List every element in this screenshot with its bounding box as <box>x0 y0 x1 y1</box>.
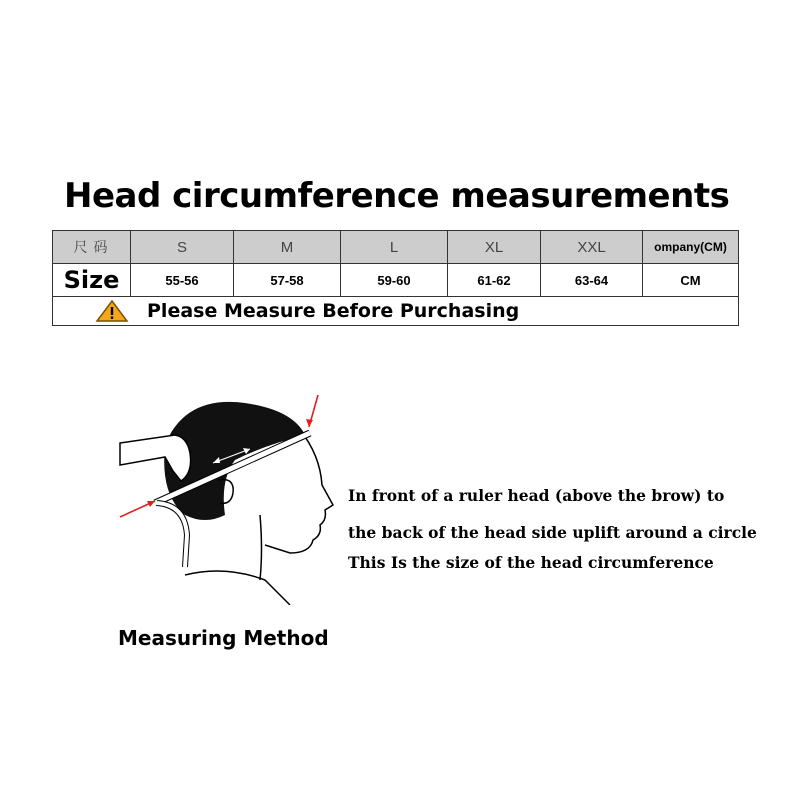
size-l: L <box>341 231 448 264</box>
warning-icon <box>95 299 129 323</box>
value-l: 59-60 <box>341 264 448 297</box>
size-table <box>52 230 739 326</box>
size-values-label: Size <box>53 264 131 297</box>
size-xl: XL <box>448 231 541 264</box>
notice-text: Please Measure Before Purchasing <box>147 300 520 322</box>
unit-header: ompany(CM) <box>643 231 739 264</box>
measuring-illustration <box>115 385 345 605</box>
value-s: 55-56 <box>131 264 234 297</box>
size-s: S <box>131 231 234 264</box>
instruction-line-2: the back of the head side uplift around a circle <box>348 523 757 542</box>
measuring-method-label: Measuring Method <box>118 626 329 650</box>
instruction-line-3: This Is the size of the head circumference <box>348 553 714 572</box>
value-m: 57-58 <box>234 264 341 297</box>
value-xxl: 63-64 <box>541 264 643 297</box>
size-values-row <box>53 264 739 297</box>
size-header-label: 尺码 <box>53 231 131 264</box>
size-header-row <box>53 231 739 264</box>
page-title: Head circumference measurements <box>64 176 730 216</box>
instruction-line-1: In front of a ruler head (above the brow) to <box>348 486 725 505</box>
size-xxl: XXL <box>541 231 643 264</box>
value-xl: 61-62 <box>448 264 541 297</box>
unit-value: CM <box>643 264 739 297</box>
notice-row <box>53 297 739 326</box>
size-m: M <box>234 231 341 264</box>
